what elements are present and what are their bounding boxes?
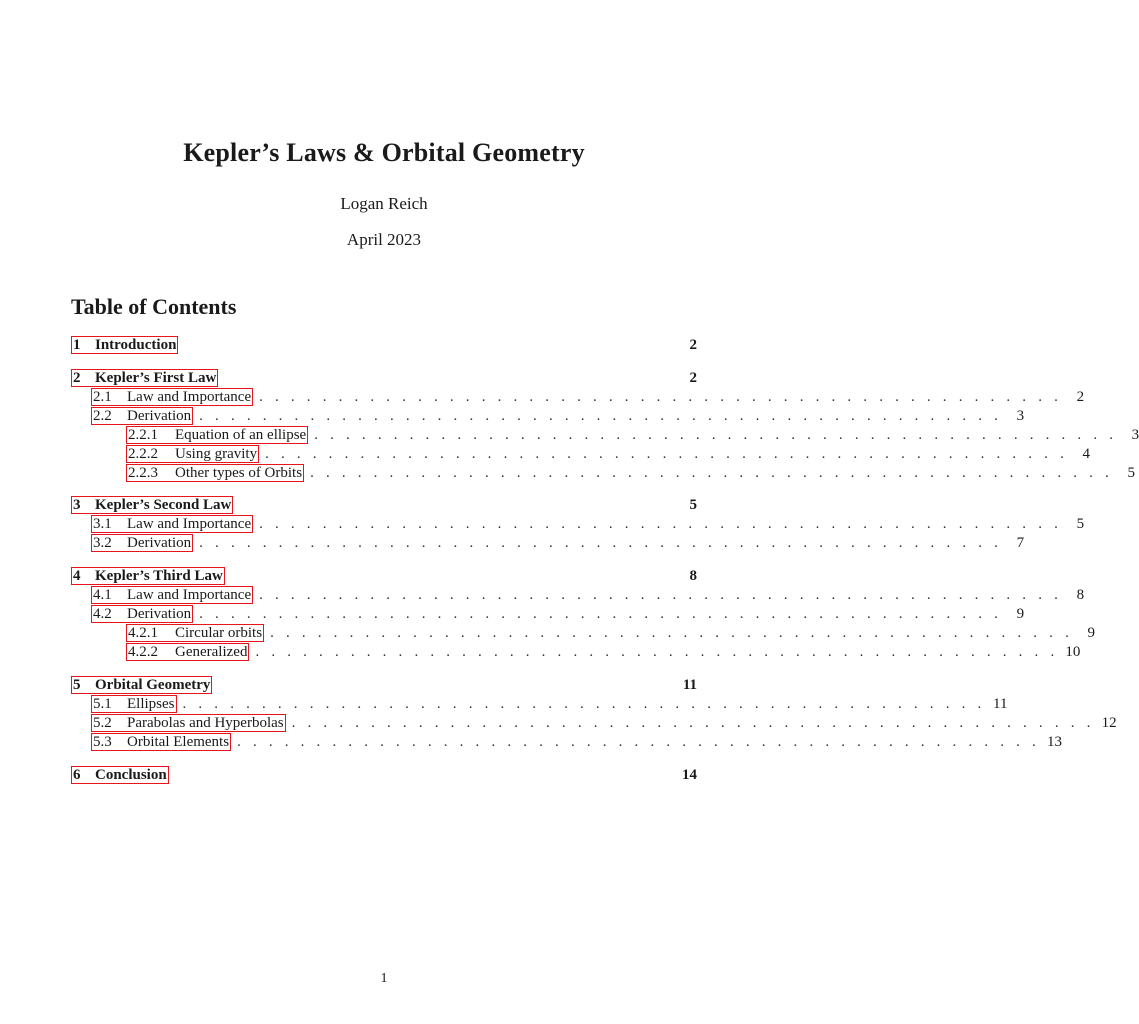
toc-entry-label: Using gravity	[175, 446, 258, 462]
toc-entry-page: 2	[689, 337, 697, 353]
toc-entry-number: 4	[73, 568, 81, 584]
toc-entry-label: Other types of Orbits	[175, 465, 303, 481]
toc-link[interactable]	[126, 426, 308, 444]
toc-entry-page: 4	[1082, 446, 1091, 462]
toc-entry-page: 5	[1127, 465, 1136, 481]
toc-leader-dots: . . . . . . . . . . . . . . . . . . . . . . . . . . . . . . . . . . . . . . . . . . . . . . . . . . .	[314, 427, 1118, 443]
toc-entry	[71, 567, 697, 585]
toc-entry-number: 2.2	[93, 408, 112, 424]
toc-entry	[91, 407, 1025, 425]
toc-link[interactable]	[91, 733, 231, 751]
toc-link[interactable]	[71, 496, 233, 514]
toc-leader-dots: . . . . . . . . . . . . . . . . . . . . . . . . . . . . . . . . . . . . . . . . . . . . . . . . . . .	[237, 734, 1041, 750]
toc-entry-page: 3	[1016, 408, 1025, 424]
toc-entry	[91, 733, 1063, 751]
toc-entry-number: 4.2	[93, 606, 112, 622]
toc-link[interactable]	[71, 766, 169, 784]
toc-leader-dots: . . . . . . . . . . . . . . . . . . . . . . . . . . . . . . . . . . . . . . . . . . . . . . . . . . .	[199, 606, 1003, 622]
toc-entry-number: 5.1	[93, 696, 112, 712]
toc-entry	[91, 515, 1085, 533]
toc-link[interactable]	[71, 676, 212, 694]
toc-entry-label: Introduction	[95, 337, 177, 353]
toc-leader-dots: . . . . . . . . . . . . . . . . . . . . . . . . . . . . . . . . . . . . . . . . . . . . . . . . . . .	[199, 408, 1003, 424]
toc-entry	[91, 605, 1025, 623]
toc-entry-label: Conclusion	[95, 767, 167, 783]
toc-entry-number: 4.2.2	[128, 644, 158, 660]
toc-entry-number: 2.2.2	[128, 446, 158, 462]
toc-entry-number: 2	[73, 370, 81, 386]
toc-entry-page: 8	[689, 568, 697, 584]
toc-entry-page: 2	[689, 370, 697, 386]
toc-entry	[71, 676, 697, 694]
toc-entry-page: 3	[1131, 427, 1139, 443]
toc-entry	[91, 388, 1085, 406]
toc-entry-number: 5	[73, 677, 81, 693]
toc-entry-label: Kepler’s Third Law	[95, 568, 223, 584]
toc-entry	[71, 369, 697, 387]
toc-entry-page: 12	[1101, 715, 1117, 731]
toc-link[interactable]	[71, 336, 178, 354]
toc-entry-label: Generalized	[175, 644, 248, 660]
toc-entry-label: Derivation	[127, 535, 192, 551]
toc-entry-label: Law and Importance	[127, 389, 252, 405]
toc-entry-number: 3	[73, 497, 81, 513]
toc-link[interactable]	[91, 586, 253, 604]
toc-link[interactable]	[71, 567, 225, 585]
toc-entry-number: 3.1	[93, 516, 112, 532]
toc-entry	[126, 426, 1139, 444]
toc-entry-page: 8	[1076, 587, 1085, 603]
toc-entry-page: 5	[1076, 516, 1085, 532]
toc-entry-label: Kepler’s First Law	[95, 370, 217, 386]
toc-entry-label: Law and Importance	[127, 516, 252, 532]
toc-leader-dots: . . . . . . . . . . . . . . . . . . . . . . . . . . . . . . . . . . . . . . . . . . . . . . . . . . .	[291, 715, 1095, 731]
toc-entry	[91, 714, 1117, 732]
toc-entry-label: Equation of an ellipse	[175, 427, 307, 443]
toc-entry	[91, 695, 1008, 713]
toc-link[interactable]	[126, 643, 249, 661]
toc-leader-dots: . . . . . . . . . . . . . . . . . . . . . . . . . . . . . . . . . . . . . . . . . . . . . . . . . . .	[310, 465, 1114, 481]
toc-entry-page: 10	[1065, 644, 1081, 660]
toc-link[interactable]	[91, 515, 253, 533]
toc-entry-page: 2	[1076, 389, 1085, 405]
toc-link[interactable]	[126, 445, 259, 463]
toc-entry-page: 13	[1047, 734, 1063, 750]
toc-entry	[91, 534, 1025, 552]
toc-entry-page: 5	[689, 497, 697, 513]
toc-entry-number: 2.1	[93, 389, 112, 405]
toc-link[interactable]	[71, 369, 218, 387]
toc-entry-label: Derivation	[127, 606, 192, 622]
toc-link[interactable]	[126, 624, 264, 642]
toc-entry-label: Orbital Elements	[127, 734, 230, 750]
toc-entry-label: Circular orbits	[175, 625, 263, 641]
toc-entry	[126, 643, 1081, 661]
toc-entry-number: 4.1	[93, 587, 112, 603]
toc-entry-page: 7	[1016, 535, 1025, 551]
toc-entry	[71, 336, 697, 354]
toc-link[interactable]	[91, 388, 253, 406]
toc-leader-dots: . . . . . . . . . . . . . . . . . . . . . . . . . . . . . . . . . . . . . . . . . . . . . . . . . . .	[255, 644, 1059, 660]
toc-leader-dots: . . . . . . . . . . . . . . . . . . . . . . . . . . . . . . . . . . . . . . . . . . . . . . . . . . .	[265, 446, 1069, 462]
toc-heading: Table of Contents	[71, 294, 237, 319]
toc-link[interactable]	[126, 464, 304, 482]
toc-leader-dots: . . . . . . . . . . . . . . . . . . . . . . . . . . . . . . . . . . . . . . . . . . . . . . . . . . .	[259, 516, 1063, 532]
toc-link[interactable]	[91, 695, 177, 713]
toc-entry-label: Kepler’s Second Law	[95, 497, 232, 513]
document-title: Kepler’s Laws & Orbital Geometry	[183, 138, 585, 167]
toc-leader-dots: . . . . . . . . . . . . . . . . . . . . . . . . . . . . . . . . . . . . . . . . . . . . . . . . . . .	[182, 696, 986, 712]
toc-entry-page: 9	[1087, 625, 1096, 641]
toc-leader-dots: . . . . . . . . . . . . . . . . . . . . . . . . . . . . . . . . . . . . . . . . . . . . . . . . . . .	[199, 535, 1003, 551]
toc-entry-label: Orbital Geometry	[95, 677, 211, 693]
toc-entry	[126, 624, 1096, 642]
toc-entry	[71, 496, 697, 514]
toc-entry-number: 5.2	[93, 715, 112, 731]
toc-entry	[71, 766, 697, 784]
toc-entry-label: Ellipses	[127, 696, 175, 712]
toc-entry-label: Law and Importance	[127, 587, 252, 603]
toc-entry-page: 9	[1016, 606, 1025, 622]
toc-entry-number: 5.3	[93, 734, 112, 750]
toc-entry-number: 4.2.1	[128, 625, 158, 641]
toc-leader-dots: . . . . . . . . . . . . . . . . . . . . . . . . . . . . . . . . . . . . . . . . . . . . . . . . . . .	[259, 389, 1063, 405]
toc-link[interactable]	[91, 714, 286, 732]
toc-entry-number: 6	[73, 767, 81, 783]
toc-entry	[126, 445, 1091, 463]
toc-entry-page: 11	[993, 696, 1008, 712]
toc-entry-label: Parabolas and Hyperbolas	[127, 715, 284, 731]
toc-link[interactable]	[91, 407, 193, 425]
toc-entry-number: 1	[73, 337, 81, 353]
toc-entry	[126, 464, 1136, 482]
toc-entry-page: 11	[682, 677, 697, 693]
page-number: 1	[380, 971, 388, 986]
toc-link[interactable]	[91, 534, 193, 552]
document-date: April 2023	[346, 230, 422, 249]
toc-entry-number: 2.2.3	[128, 465, 158, 481]
toc-entry-number: 2.2.1	[128, 427, 158, 443]
document-author: Logan Reich	[340, 194, 428, 213]
toc-leader-dots: . . . . . . . . . . . . . . . . . . . . . . . . . . . . . . . . . . . . . . . . . . . . . . . . . . .	[270, 625, 1074, 641]
toc-entry-number: 3.2	[93, 535, 112, 551]
toc-entry	[91, 586, 1085, 604]
toc-link[interactable]	[91, 605, 193, 623]
toc-entry-label: Derivation	[127, 408, 192, 424]
toc-leader-dots: . . . . . . . . . . . . . . . . . . . . . . . . . . . . . . . . . . . . . . . . . . . . . . . . . . .	[259, 587, 1063, 603]
toc-entry-page: 14	[682, 767, 697, 783]
